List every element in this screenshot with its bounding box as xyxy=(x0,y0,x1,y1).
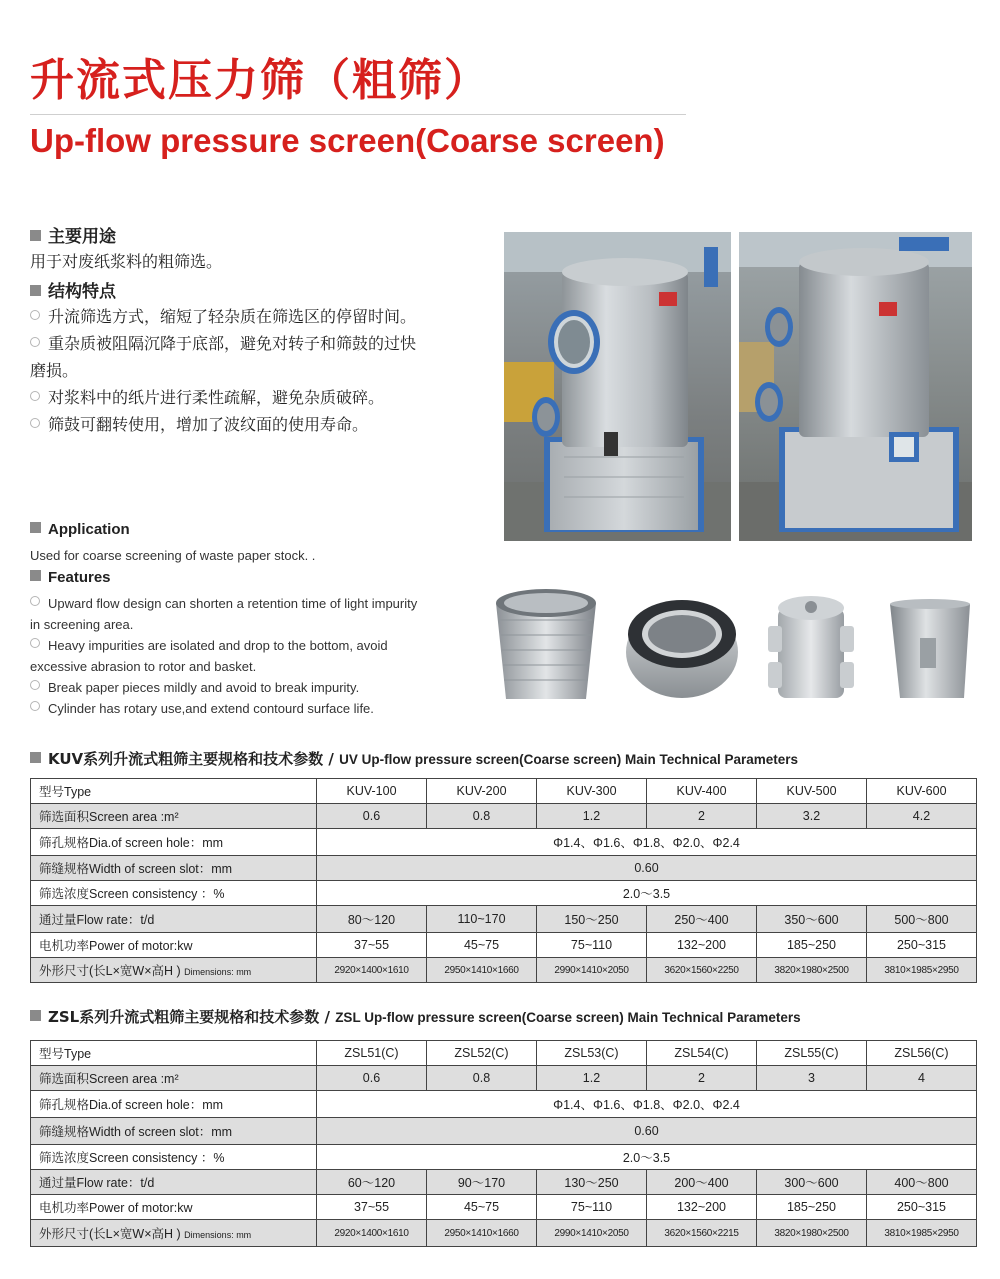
table-cell: 0.8 xyxy=(427,804,537,829)
table-cell: 132~200 xyxy=(647,1195,757,1220)
table-label: 筛孔规格Dia.of screen hole：mm xyxy=(31,829,317,856)
list-item: 对浆料中的纸片进行柔性疏解，避免杂质破碎。 xyxy=(30,384,428,411)
table-cell: 185~250 xyxy=(757,933,867,958)
table-label: 外形尺寸(长L×宽W×高H ) Dimensions: mm xyxy=(31,958,317,983)
table-label: 筛缝规格Width of screen slot：mm xyxy=(31,1118,317,1145)
table-cell: 3820×1980×2500 xyxy=(757,1220,867,1247)
table-label: 型号Type xyxy=(31,1041,317,1066)
features-list-en xyxy=(30,593,428,719)
zsl-spec-table xyxy=(30,1040,977,1247)
table-row xyxy=(31,1195,977,1220)
table-cell: 200～400 xyxy=(647,1170,757,1195)
list-item: 升流筛选方式，缩短了轻杂质在筛选区的停留时间。 xyxy=(30,303,428,330)
table-cell: 45~75 xyxy=(427,933,537,958)
table-cell: 3620×1560×2215 xyxy=(647,1220,757,1247)
list-item: Cylinder has rotary use,and extend contourd surface life. xyxy=(30,698,428,719)
table-cell: KUV-500 xyxy=(757,779,867,804)
table-cell: 300～600 xyxy=(757,1170,867,1195)
list-item: Break paper pieces mildly and avoid to break impurity. xyxy=(30,677,428,698)
page-title-cn: 升流式压力筛（粗筛） xyxy=(30,55,490,106)
table-row xyxy=(31,1118,977,1145)
table-row xyxy=(31,856,977,881)
circle-bullet-icon xyxy=(30,337,40,347)
square-bullet-icon xyxy=(30,752,41,763)
table-cell: 45~75 xyxy=(427,1195,537,1220)
circle-bullet-icon xyxy=(30,701,40,711)
table-cell: ZSL53(C) xyxy=(537,1041,647,1066)
table-cell: ZSL54(C) xyxy=(647,1041,757,1066)
table-cell: 4 xyxy=(867,1066,977,1091)
table-cell: 132~200 xyxy=(647,933,757,958)
table-label: 通过量Flow rate：t/d xyxy=(31,1170,317,1195)
table-cell: 2920×1400×1610 xyxy=(317,1220,427,1247)
table-row xyxy=(31,958,977,983)
list-item: Upward flow design can shorten a retention time of light impurity in screening area. xyxy=(30,596,418,632)
kuv-spec-table xyxy=(30,778,977,983)
table-cell: 37~55 xyxy=(317,1195,427,1220)
rotor-ring-photo xyxy=(624,590,740,702)
table-cell: ZSL51(C) xyxy=(317,1041,427,1066)
circle-bullet-icon xyxy=(30,418,40,428)
square-bullet-icon xyxy=(30,285,41,296)
table-cell: 2 xyxy=(647,1066,757,1091)
table-row xyxy=(31,1041,977,1066)
table-cell: 4.2 xyxy=(867,804,977,829)
square-bullet-icon xyxy=(30,522,41,533)
list-item: 重杂质被阻隔沉降于底部，避免对转子和筛鼓的过快磨损。 xyxy=(30,334,417,380)
table-cell: 60～120 xyxy=(317,1170,427,1195)
machine-photo-2 xyxy=(739,232,972,541)
table-cell: 400～800 xyxy=(867,1170,977,1195)
page-title-en: Up-flow pressure screen(Coarse screen) xyxy=(30,122,665,159)
table-label: 筛选浓度Screen consistency ：% xyxy=(31,881,317,906)
table-cell: 37~55 xyxy=(317,933,427,958)
square-bullet-icon xyxy=(30,1010,41,1021)
table-cell: 250~315 xyxy=(867,1195,977,1220)
rotor-photo xyxy=(764,590,858,702)
square-bullet-icon xyxy=(30,570,41,581)
list-item: 筛鼓可翻转使用，增加了波纹面的使用寿命。 xyxy=(30,411,428,438)
zsl-table-title: ZSL系列升流式粗筛主要规格和技术参数 / ZSL Up-flow pressure screen(Coarse screen) Main Technical Parameters xyxy=(30,1006,801,1027)
table-cell: 3810×1985×2950 xyxy=(867,958,977,983)
table-cell: 80～120 xyxy=(317,906,427,933)
table-row xyxy=(31,804,977,829)
square-bullet-icon xyxy=(30,230,41,241)
table-row xyxy=(31,1145,977,1170)
application-heading-en: Application xyxy=(30,521,130,538)
table-cell: 3810×1985×2950 xyxy=(867,1220,977,1247)
table-cell: 110~170 xyxy=(427,906,537,933)
table-cell: KUV-200 xyxy=(427,779,537,804)
table-cell: ZSL56(C) xyxy=(867,1041,977,1066)
table-cell: 350～600 xyxy=(757,906,867,933)
table-cell: 2 xyxy=(647,804,757,829)
table-cell: 0.6 xyxy=(317,1066,427,1091)
table-row xyxy=(31,906,977,933)
features-heading-cn: 结构特点 xyxy=(30,277,116,302)
table-row xyxy=(31,1066,977,1091)
table-row xyxy=(31,933,977,958)
circle-bullet-icon xyxy=(30,310,40,320)
table-cell: KUV-600 xyxy=(867,779,977,804)
circle-bullet-icon xyxy=(30,638,40,648)
table-cell: 130～250 xyxy=(537,1170,647,1195)
table-cell: 75~110 xyxy=(537,1195,647,1220)
table-cell: 250~315 xyxy=(867,933,977,958)
table-cell: 2990×1410×2050 xyxy=(537,1220,647,1247)
table-cell: 2950×1410×1660 xyxy=(427,958,537,983)
table-label: 筛选浓度Screen consistency ：% xyxy=(31,1145,317,1170)
table-cell: 2950×1410×1660 xyxy=(427,1220,537,1247)
table-cell: 1.2 xyxy=(537,804,647,829)
table-cell: 0.6 xyxy=(317,804,427,829)
table-cell: 0.60 xyxy=(317,856,977,881)
table-cell: 2990×1410×2050 xyxy=(537,958,647,983)
table-cell: KUV-300 xyxy=(537,779,647,804)
table-label: 筛缝规格Width of screen slot：mm xyxy=(31,856,317,881)
table-cell: 75~110 xyxy=(537,933,647,958)
features-heading-en: Features xyxy=(30,569,111,586)
table-cell: 3620×1560×2250 xyxy=(647,958,757,983)
table-row xyxy=(31,1091,977,1118)
table-row xyxy=(31,779,977,804)
table-cell: 0.8 xyxy=(427,1066,537,1091)
table-row xyxy=(31,1220,977,1247)
table-cell: 185~250 xyxy=(757,1195,867,1220)
table-label: 筛孔规格Dia.of screen hole：mm xyxy=(31,1091,317,1118)
table-cell: 3.2 xyxy=(757,804,867,829)
table-label: 筛选面积Screen area :m² xyxy=(31,804,317,829)
table-cell: 2920×1400×1610 xyxy=(317,958,427,983)
table-row xyxy=(31,881,977,906)
cylinder-photo xyxy=(886,598,972,702)
table-cell: 3820×1980×2500 xyxy=(757,958,867,983)
title-divider xyxy=(30,114,686,115)
circle-bullet-icon xyxy=(30,391,40,401)
circle-bullet-icon xyxy=(30,680,40,690)
table-cell: 90～170 xyxy=(427,1170,537,1195)
table-cell: 2.0～3.5 xyxy=(317,881,977,906)
table-row xyxy=(31,1170,977,1195)
table-cell: 1.2 xyxy=(537,1066,647,1091)
table-label: 筛选面积Screen area :m² xyxy=(31,1066,317,1091)
usage-heading-cn: 主要用途 xyxy=(30,222,116,247)
table-cell: 500～800 xyxy=(867,906,977,933)
table-cell: 250～400 xyxy=(647,906,757,933)
table-cell: Φ1.4、Φ1.6、Φ1.8、Φ2.0、Φ2.4 xyxy=(317,1091,977,1118)
table-cell: ZSL55(C) xyxy=(757,1041,867,1066)
table-cell: 3 xyxy=(757,1066,867,1091)
table-cell: KUV-100 xyxy=(317,779,427,804)
table-label: 型号Type xyxy=(31,779,317,804)
kuv-table-title: KUV系列升流式粗筛主要规格和技术参数 / UV Up-flow pressure screen(Coarse screen) Main Technical Parameters xyxy=(30,748,798,769)
table-row xyxy=(31,829,977,856)
circle-bullet-icon xyxy=(30,596,40,606)
list-item: Heavy impurities are isolated and drop to the bottom, avoid excessive abrasion to rotor and basket. xyxy=(30,638,388,674)
table-label: 电机功率Power of motor:kw xyxy=(31,1195,317,1220)
application-text-en: Used for coarse screening of waste paper stock. . xyxy=(30,548,316,563)
table-cell: Φ1.4、Φ1.6、Φ1.8、Φ2.0、Φ2.4 xyxy=(317,829,977,856)
table-cell: 150～250 xyxy=(537,906,647,933)
table-label: 通过量Flow rate：t/d xyxy=(31,906,317,933)
features-list-cn xyxy=(30,303,428,438)
usage-text-cn: 用于对废纸浆料的粗筛选。 xyxy=(30,252,223,271)
table-cell: 0.60 xyxy=(317,1118,977,1145)
table-label: 电机功率Power of motor:kw xyxy=(31,933,317,958)
table-cell: ZSL52(C) xyxy=(427,1041,537,1066)
table-cell: 2.0～3.5 xyxy=(317,1145,977,1170)
table-cell: KUV-400 xyxy=(647,779,757,804)
machine-photo-1 xyxy=(504,232,731,541)
table-label: 外形尺寸(长L×宽W×高H ) Dimensions: mm xyxy=(31,1220,317,1247)
screen-basket-photo xyxy=(490,585,602,705)
